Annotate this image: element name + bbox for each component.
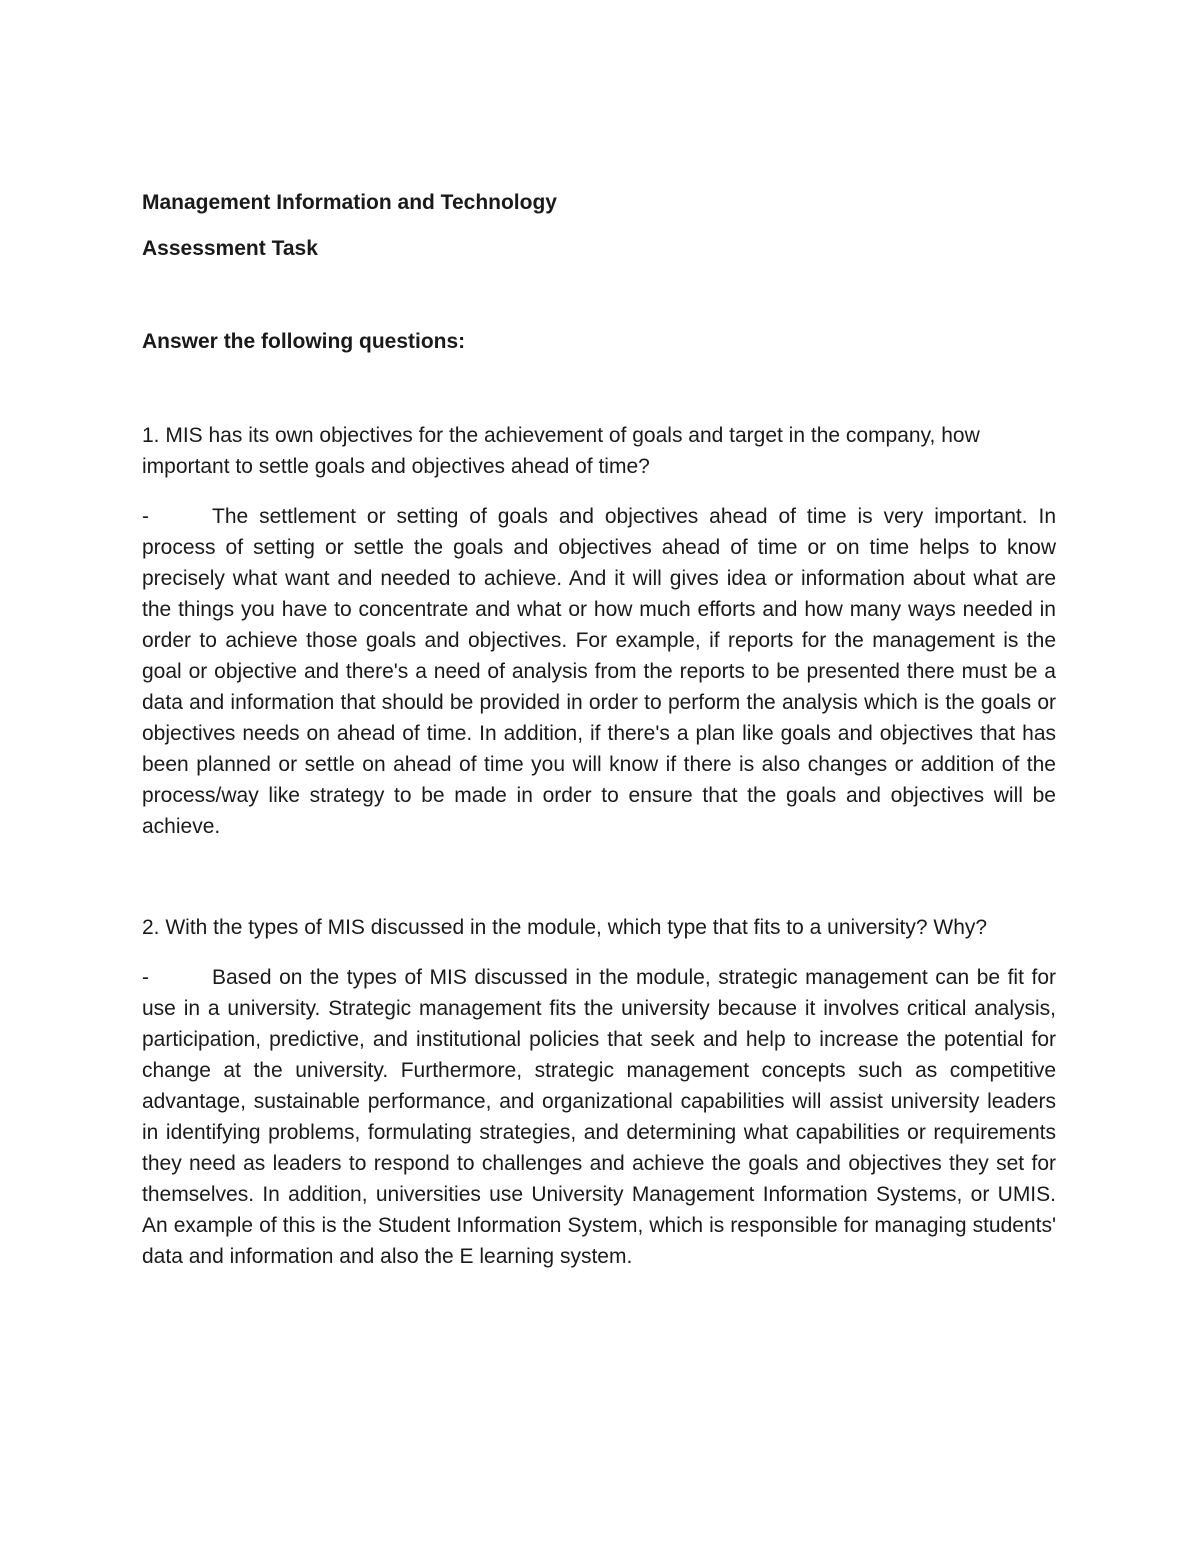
answer-body: The settlement or setting of goals and objectives ahead of time is very important. In process of setting or settle the goals and objectives ahead of time or on time helps to know precisely what want and needed to achieve. And it will gives idea or information about what are the things you have to concentrate and what or how much efforts and how many ways needed in order to achieve those goals and objectives. For example, if reports for the management is the goal or objective and there's a need of analysis from the reports to be presented there must be a data and information that should be provided in order to perform the analysis which is the goals or objectives needs on ahead of time. In addition, if there's a plan like goals and objectives that has been planned or settle on ahead of time you will know if there is also changes or addition of the process/way like strategy to be made in order to ensure that the goals and objectives will be achieve. [142, 505, 1056, 838]
answer-text [142, 962, 1056, 1272]
document-subtitle: Assessment Task [142, 237, 318, 260]
document-page [142, 188, 1056, 1272]
question-block-2 [142, 912, 1056, 1272]
question-text: 1. MIS has its own objectives for the achievement of goals and target in the company, how important to settle goals and objectives ahead of time? [142, 424, 980, 478]
answer-body: Based on the types of MIS discussed in the module, strategic management can be fit for use in a university. Strategic management fits the university because it involves critical analysis, participation, predictive, and institutional policies that seek and help to increase the potential for change at the university. Furthermore, strategic management concepts such as competitive advantage, sustainable performance, and organizational capabilities will assist university leaders in identifying problems, formulating strategies, and determining what capabilities or requirements they need as leaders to respond to challenges and achieve the goals and objectives they set for themselves. In addition, universities use University Management Information Systems, or UMIS. An example of this is the Student Information System, which is responsible for managing students' data and information and also the E learning system. [142, 966, 1056, 1268]
question-text: 2. With the types of MIS discussed in the module, which type that fits to a university? Why? [142, 916, 988, 939]
instruction-heading: Answer the following questions: [142, 330, 466, 353]
document-title: Management Information and Technology [142, 191, 557, 214]
question-block-1 [142, 420, 1056, 842]
answer-text [142, 501, 1056, 842]
answer-dash: - [142, 966, 149, 989]
answer-dash: - [142, 505, 149, 528]
